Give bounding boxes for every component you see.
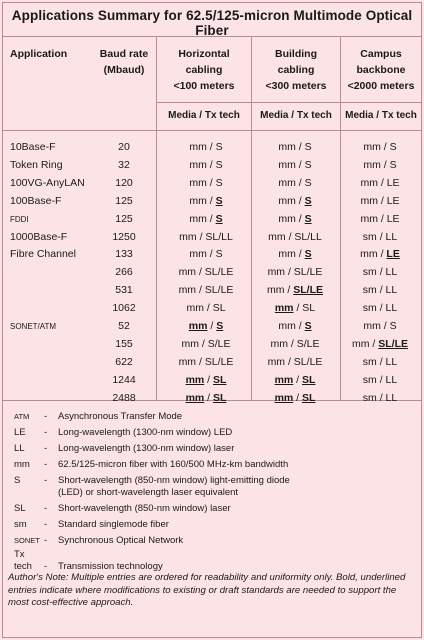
legend-item (14, 519, 169, 531)
header-campus-line1: Campus (360, 48, 402, 60)
legend-dash: - (44, 411, 48, 422)
header-campus (341, 46, 421, 94)
table-cell-b: mm / SL (274, 391, 316, 404)
table-cell-baud: 120 (115, 176, 133, 189)
table-cell-baud: 266 (115, 266, 133, 279)
table-cell-app: 10Base-F (10, 141, 56, 153)
header-building (252, 46, 340, 94)
table-cell-c: sm / LL (362, 302, 398, 315)
table-cell-b: mm / S (278, 320, 312, 332)
legend-item (14, 535, 183, 547)
legend-desc: Long-wavelength (1300-nm window) laser (58, 443, 235, 454)
legend-desc: Transmission technology (58, 561, 163, 572)
subheader-campus: Media / Tx tech (345, 110, 417, 121)
table-cell-baud: 20 (118, 141, 130, 153)
table-cell-b: mm / S (278, 176, 312, 189)
table-cell-b: mm / SL/LE (267, 355, 323, 368)
table-cell-c: mm / SL/LE (351, 337, 409, 350)
legend-item (14, 443, 234, 455)
header-application: Application (10, 48, 68, 60)
table-cell-b: mm / SL/LE (267, 266, 323, 279)
table-cell-h: mm / S (189, 248, 223, 261)
table-cell-baud: 1250 (112, 230, 136, 243)
header-campus-line3: <2000 meters (347, 80, 415, 92)
table-cell-h: mm / SL (185, 373, 227, 386)
legend-item (14, 411, 182, 423)
legend-desc: Asynchronous Transfer Mode (58, 411, 183, 422)
table-cell-b: mm / S (278, 212, 312, 225)
legend-dash: - (44, 475, 48, 486)
legend-item (14, 459, 288, 471)
legend-dash: - (44, 443, 48, 454)
table-cell-baud: 125 (115, 212, 133, 225)
table-cell-h: mm / S (188, 320, 224, 332)
legend-dash: - (44, 535, 48, 546)
table-cell-c: sm / LL (362, 266, 398, 279)
table-cell-c: mm / LE (360, 194, 400, 207)
header-campus-line2: backbone (356, 64, 406, 76)
legend-key: SL (14, 503, 26, 514)
legend-item (14, 427, 232, 439)
legend-key: mm (14, 459, 30, 470)
table-cell-c: mm / LE (360, 248, 400, 261)
table-cell-h: mm / S/LE (181, 337, 231, 350)
table-cell-c: sm / LL (362, 230, 398, 243)
header-building-line2: cabling (277, 64, 315, 76)
legend-key: SONET (14, 536, 40, 545)
legend-dash: - (44, 503, 48, 514)
table-cell-h: mm / SL (186, 302, 226, 315)
legend-item (14, 503, 231, 515)
legend-dash: - (44, 519, 48, 530)
legend-key: LL (14, 443, 25, 454)
table-cell-h: mm / SL/LL (179, 230, 233, 243)
table-cell-c: mm / LE (360, 212, 400, 225)
table-cell-app: 100VG-AnyLAN (10, 176, 85, 189)
legend-key: ATM (14, 412, 30, 421)
table-cell-baud: 32 (118, 158, 130, 171)
table-cell-baud: 133 (115, 248, 133, 261)
header-baud-line2: (Mbaud) (103, 64, 145, 76)
legend-key: sm (14, 519, 27, 530)
legend-key: Tx tech (14, 549, 32, 572)
table-cell-h: mm / SL (185, 391, 227, 404)
table-cell-c: sm / LL (362, 355, 398, 368)
table-cell-h: mm / S (189, 194, 223, 207)
subheader-building: Media / Tx tech (260, 110, 332, 121)
table-cell-b: mm / SL/LL (268, 230, 322, 243)
header-horizontal (157, 46, 251, 94)
table-cell-c: sm / LL (362, 284, 398, 297)
legend-desc: Standard singlemode fiber (58, 519, 169, 530)
table-cell-b: mm / SL (274, 302, 316, 315)
legend-item (14, 475, 290, 487)
divider (3, 36, 421, 37)
header-building-line1: Building (275, 48, 317, 60)
table-cell-c: sm / LL (362, 373, 398, 386)
author-note: Author's Note: Multiple entries are ordered for readability and uniformity only. Bold, underlined entries indicate where modifications to existing or draft standards are needed to support the most cost-effective approach. (8, 572, 406, 608)
table-cell-baud: 531 (115, 284, 133, 297)
table-cell-b: mm / S (278, 194, 312, 207)
table-cell-baud: 155 (115, 337, 133, 350)
table-cell-b: mm / S (278, 141, 312, 153)
table-cell-app: Fibre Channel (10, 248, 76, 261)
table-cell-baud: 622 (115, 355, 133, 368)
header-horizontal-line3: <100 meters (173, 80, 235, 92)
table-cell-c: sm / LL (362, 391, 398, 404)
table-cell-c: mm / LE (360, 176, 400, 189)
legend-desc: Synchronous Optical Network (58, 535, 184, 546)
table-cell-app: 1000Base-F (10, 230, 68, 243)
legend-key: S (14, 475, 21, 486)
table-cell-app: SONET/ATM (10, 322, 57, 331)
header-horizontal-line1: Horizontal (178, 48, 230, 60)
subheader-horizontal: Media / Tx tech (168, 110, 240, 121)
table-cell-app: 100Base-F (10, 194, 62, 207)
legend-desc: Long-wavelength (1300-nm window) LED (58, 427, 233, 438)
table-cell-h: mm / S (189, 158, 223, 171)
table-cell-c: mm / S (363, 158, 397, 171)
table-cell-b: mm / SL/LE (266, 284, 324, 297)
table-cell-b: mm / S (278, 158, 312, 171)
header-baud-line1: Baud rate (99, 48, 149, 60)
table-cell-app: Token Ring (10, 158, 63, 171)
table-cell-baud: 125 (115, 194, 133, 207)
table-cell-h: mm / SL/LE (178, 355, 234, 368)
table-cell-h: mm / SL/LE (178, 284, 234, 297)
table-cell-baud: 1062 (112, 302, 136, 315)
table-cell-c: mm / S (363, 141, 397, 153)
table-cell-h: mm / SL/LE (178, 266, 234, 279)
table-cell-app: FDDI (10, 214, 29, 224)
table-cell-h: mm / S (189, 141, 223, 153)
legend-dash: - (44, 459, 48, 470)
legend-desc: Short-wavelength (850-nm window) laser (58, 503, 231, 514)
legend-desc: 62.5/125-micron fiber with 160/500 MHz-km bandwidth (58, 459, 289, 470)
page-title: Applications Summary for 62.5/125-micron Multimode Optical Fiber (11, 8, 413, 38)
table-cell-b: mm / SL (274, 373, 316, 386)
table-cell-h: mm / S (189, 212, 223, 225)
legend-dash: - (44, 561, 48, 572)
header-baud (96, 46, 152, 78)
legend-desc: (LED) or short-wavelength laser equivalent (58, 487, 239, 498)
legend-item (14, 487, 238, 499)
legend-desc: Short-wavelength (850-nm window) light-emitting diode (58, 475, 290, 486)
table-cell-baud: 1244 (112, 373, 136, 386)
legend-key: LE (14, 427, 26, 438)
legend-dash: - (44, 427, 48, 438)
table-cell-h: mm / S (189, 176, 223, 189)
divider (156, 102, 421, 103)
table-cell-baud: 52 (118, 320, 130, 332)
table-cell-b: mm / S (278, 248, 312, 261)
table-cell-baud: 2488 (112, 391, 136, 404)
table-cell-c: mm / S (363, 320, 397, 332)
divider (3, 130, 421, 131)
header-horizontal-line2: cabling (185, 64, 223, 76)
table-cell-b: mm / S/LE (270, 337, 320, 350)
header-building-line3: <300 meters (265, 80, 327, 92)
legend-item (14, 549, 163, 573)
